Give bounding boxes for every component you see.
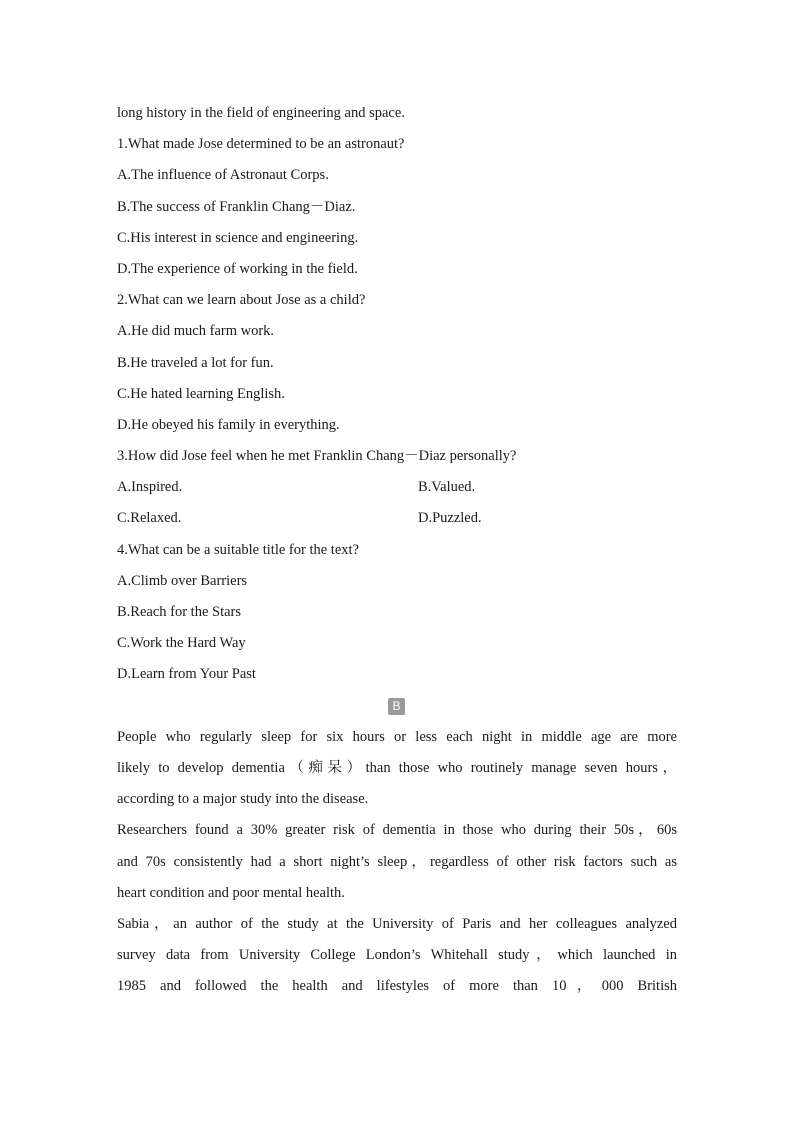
answer-option: D.The experience of working in the field. xyxy=(117,260,358,277)
answer-option: B.The success of Franklin Chang－Diaz. xyxy=(117,198,356,215)
answer-option: A.Climb over Barriers xyxy=(117,572,248,589)
passage-line: survey data from University College London’s Whitehall study，which launched in xyxy=(117,947,677,964)
answer-option: C.Relaxed. xyxy=(117,510,182,527)
passage-line: likely to develop dementia（痴呆）than those who routinely manage seven hours， xyxy=(117,759,677,776)
answer-option: A.Inspired. xyxy=(117,479,183,496)
answer-option: D.He obeyed his family in everything. xyxy=(117,416,340,433)
section-b-badge: B xyxy=(388,698,405,715)
answer-option: A.He did much farm work. xyxy=(117,323,275,340)
passage-continuation: long history in the field of engineering and space. xyxy=(117,105,405,121)
answer-options-row xyxy=(117,472,677,503)
answer-option: A.The influence of Astronaut Corps. xyxy=(117,167,329,184)
passage-line: Sabia，an author of the study at the University of Paris and her colleagues analyzed xyxy=(117,915,677,932)
answer-option: B.Valued. xyxy=(418,479,476,496)
question-stem: 2.What can we learn about Jose as a child? xyxy=(117,292,366,309)
question-stem: 4.What can be a suitable title for the text? xyxy=(117,541,359,558)
section-b-marker xyxy=(117,691,677,722)
passage-line: according to a major study into the disease. xyxy=(117,791,369,808)
passage-line: People who regularly sleep for six hours or less each night in middle age are more xyxy=(117,728,677,745)
answer-option: D.Puzzled. xyxy=(418,510,482,527)
passage-line: Researchers found a 30% greater risk of dementia in those who during their 50s，60s xyxy=(117,822,677,839)
answer-options-row xyxy=(117,503,677,534)
passage-line: heart condition and poor mental health. xyxy=(117,884,345,901)
answer-option: C.He hated learning English. xyxy=(117,385,285,402)
answer-option: D.Learn from Your Past xyxy=(117,666,256,683)
question-stem: 3.How did Jose feel when he met Franklin Chang－Diaz personally? xyxy=(117,448,517,465)
document-page xyxy=(117,98,677,1002)
question-stem: 1.What made Jose determined to be an astronaut? xyxy=(117,136,405,153)
answer-option: C.Work the Hard Way xyxy=(117,635,246,652)
passage-line: 1985 and followed the health and lifestyles of more than 10，000 British xyxy=(117,978,677,995)
answer-option: C.His interest in science and engineering. xyxy=(117,229,359,246)
answer-option: B.Reach for the Stars xyxy=(117,604,242,620)
answer-option: B.He traveled a lot for fun. xyxy=(117,354,274,371)
passage-line: and 70s consistently had a short night’s sleep，regardless of other risk factors such as xyxy=(117,853,677,870)
